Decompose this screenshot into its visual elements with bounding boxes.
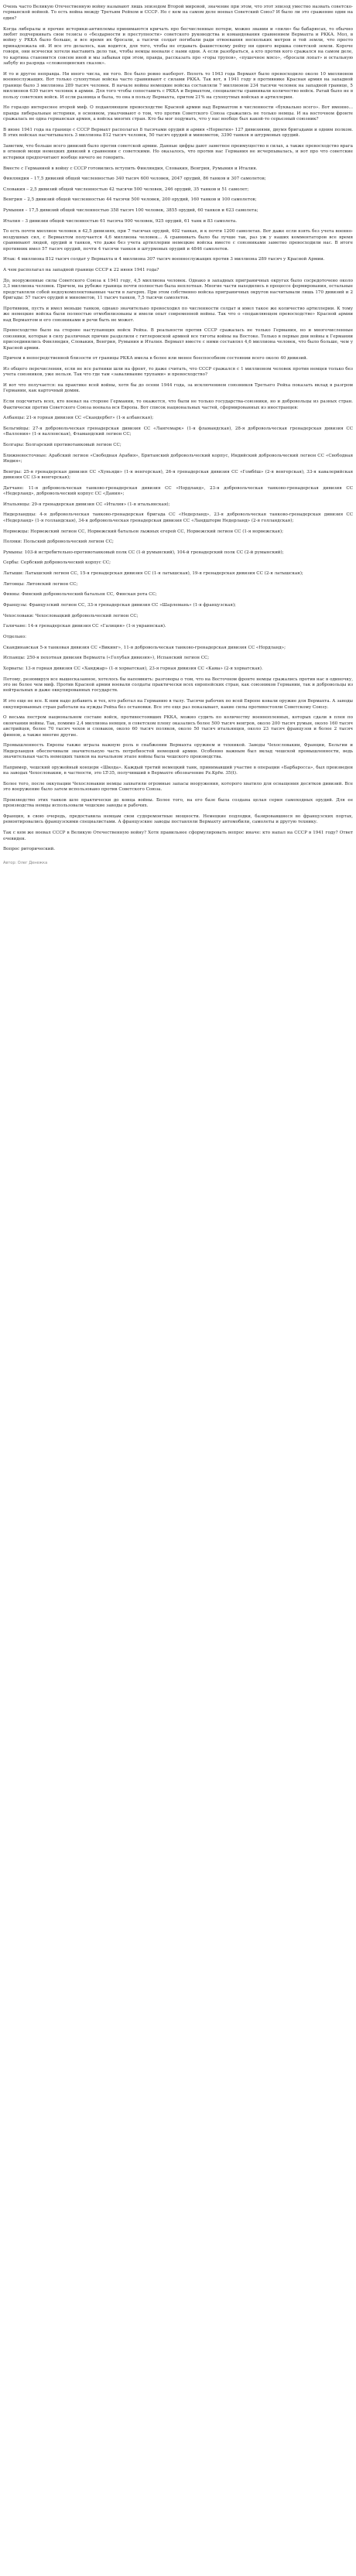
article-paragraph: Производство этих танков шло практически до конца войны. Более того, на его базе была создана целая серия самоходных орудий. Для ее производства немцы использовали чешские заводы и рабочих.: [3, 797, 353, 809]
article-paragraph: Вопрос риторический.: [3, 847, 56, 852]
article-paragraph: Венгрия – 2,5 дивизий общей численностью 44 тысячи 500 человек, 200 орудий, 160 танков и 100 самолетов;: [3, 197, 257, 203]
article-paragraph: Очень часто Великую Отечественную войну называют лишь эпизодом Второй мировой, значение при этом, что этот эпизод уместно назвать советско-германской войной. То есть война между Третьим Рейхом и СССР. Но с кем на самом деле воевал Советский Союз? И было ли это сражение один на один?: [3, 5, 353, 21]
article-paragraph: Поляки: Польский добровольческий легион СС;: [3, 540, 114, 545]
article-paragraph: Французы: Французский легион СС, 33-я гренадерская дивизия СС «Шарлемань» (1-я французская);: [3, 603, 236, 608]
article-paragraph: Италия – 3 дивизии общей численностью 61 тысяча 900 человек, 925 орудий, 61 танк и 83 самолета.: [3, 218, 238, 224]
article-page: [0, 0, 356, 872]
article-paragraph: Но гораздо интереснее второй миф. О подавляющем превосходстве Красной армии над Вермахтом в численности «буквально всего». Вот именно... правда либеральные историки, в основном, умалчивают о том, что против Советского Союза сражались не только немцы. И на восточном фронте сражалась не одна германская армия, а войска многих стран. Кто бы мог подумать, что у нас вообще был какой-то серьезный союзник?: [3, 105, 353, 122]
article-paragraph: Заметим, что больше всего дивизий было против советской армии. Данные цифры дают заметное преимущество в силах, а также превосходство врага в огневой мощи немецких дивизий в сравнении с советскими. Но оказалось, что против нас Германия не исчерпывалась, и вот про что советские историки предпочитают вообще ничего не говорить.: [3, 144, 353, 160]
article-paragraph: Албанцы: 21-я горная дивизия СС «Скандербег» (1-я албанская);: [3, 416, 154, 421]
article-paragraph: Потому, резюмируя все вышесказанное, хотелось бы напомнить: разговоры о том, что на Восточном фронте немцы сражались против нас в одиночку, это не более чем миф. Против Красной армии воевали солдаты практически всех европейских стран, как союзников Германии, так и добровольцы из нейтральных и даже оккупированных государств.: [3, 677, 353, 694]
article-paragraph: Из общего перечисления, если не все ратники шли на фронт, то даже считать, что СССР сражался с 1 миллионом человек против немцев только без учета союзников, уже нельзя. Так что где там «заваливание трупами» и превосходство?: [3, 366, 353, 378]
article-paragraph: Превосходство было на стороне наступающих войск Рейха. В реальности против СССР сражалась не только Германия, но и многочисленные союзники, которые в силу различных причин разделили с гитлеровской армией все тяготы войны на Востоке. Только в первые дни войны к Германии присоединились Финляндия, Словакия, Венгрия, Румыния и Италия. Вермахт вместе с ними составлял 4,6 миллиона человек, что было больше, чем у Красной армии.: [3, 328, 353, 351]
article-paragraph: О весьма пестром национальном составе войск, противостоявших РККА, можно судить по количеству военнопленных, которых сдали в плен по окончании войны. Так, помимо 2,4 миллиона немцев, в советском плену оказались более 500 тысяч венгров, около 200 тысяч румын, около 160 тысяч австрийцев, более 70 тысяч чехов и словаков, около 60 тысяч поляков, около 50 тысяч итальянцев, около 23 тысяч французов и более 2 тысяч финнов, а также многие другие.: [3, 715, 353, 738]
article-paragraph: Бельгийцы: 27-я добровольческая гренадерская дивизия СС «Лангемарк» (1-я фламандская), 28-я добровольческая гренадерская дивизия СС «Валлония» (1-я валлонская), Фламандский легион СС;: [3, 426, 353, 437]
article-paragraph: Если подсчитать всех, кто воевал на стороне Германии, то окажется, что были не только государства-союзники, но и добровольцы из разных стран. Фактически против Советского Союза воевала вся Европа. Вот список национальных частей, сформированных из иностранцев:: [3, 399, 353, 410]
article-paragraph: Итальянцы: 29-я гренадерская дивизия СС «Италия» (1-я итальянская);: [3, 502, 170, 507]
article-paragraph: Чехословаки: Чехословацкий добровольческий легион СС;: [3, 613, 139, 618]
article-paragraph: Вместе с Германией в войну с СССР готовились вступить Финляндия, Словакия, Венгрия, Румыния и Италия.: [3, 166, 258, 171]
article-paragraph: Так с кем же воевал СССР в Великую Отечественную войну? Хотя правильнее сформулировать вопрос иначе: кто напал на СССР в 1941 году? Ответ очевиден.: [3, 831, 353, 841]
article-paragraph: Причем в непосредственной близости от границы РККА имела в более или менее боеспособном состоянии всего около 40 дивизий.: [3, 356, 308, 361]
article-paragraph: Венгры: 25-я гренадерская дивизия СС «Хуньяди» (1-я венгерская), 26-я гренадерская дивизия СС «Гомбёш» (2-я венгерская), 33-я кавалерийская дивизия СС (3-я венгерская);: [3, 469, 353, 481]
article-paragraph: И то и другое неправда. Ни иного числа, ни того. Все было ровно наоборот. Вплоть то 1943 года Вермахт было превосходило около 10 миллионов военнослужащих. Вот только сухопутные войска часто сравнивают с силами РККА. Так вот, в 1941 году в противнике Красная армия на западной границе было 3 миллиона 289 тысяч человек. В начале войны немецкие войска составляли 7 миллионов 234 тысячи человек на западной границе, 5 миллионов 630 тысяч человек в армии. Для того чтобы сопоставить с РККА и Вермахтом, специалисты сравнивали количество войск. Ратай было не в пользу советских войск. И если разница и была, то она в пользу Вермахта, притом 21% на сухопутных войсках и артиллерии.: [3, 71, 353, 100]
article-paragraph: Противник, пусть и имел меньше танков, однако значительно превосходил по численности солдат и имел такое же количество артиллерии. К тому же немецкие войска были полностью отмобилизованы и имели опыт современной войны. Так что о «подавляющем превосходстве» Красной армии над Вермахтом и его союзниками и речи быть не может.: [3, 306, 353, 323]
article-paragraph: А чем располагал на западной границе СССР к 22 июня 1941 года?: [3, 268, 159, 273]
article-body: [3, 5, 353, 853]
article-paragraph: Норвежцы: Норвежский легион СС, Норвежский батальон лыжных егерей СС, Норвежский легион СС (1-я норвежская);: [3, 529, 283, 534]
article-paragraph: Латыши: Латышский легион СС, 15-я гренадерская дивизия СС (1-я латышская), 19-я гренадерская дивизия СС (2-я латышская);: [3, 571, 303, 577]
article-paragraph: Румыния – 17,5 дивизий общей численностью 358 тысяч 100 человек, 3855 орудий, 60 танков и 623 самолета;: [3, 208, 258, 214]
article-paragraph: Словакия – 2,5 дивизий общей численностью 42 тысячи 500 человек, 246 орудий, 35 танков и 51 самолет;: [3, 187, 249, 192]
article-paragraph: Когда либералы и прочие историки-антиплемы принимаются кричать про бесчисленные потери, можно звании и «пили» бы бабарюсах, то обычно любят подчеркивать свои тезисы о «бездарности и преступности» советского руководства и командования сравнением Вермахта и РККА. Мол, в войну у РККА было больше, и все время их бросали, а тысячи солдат погибали ради отвоевания нескольких метров и той земли, что просто принадлежала ей. И все это делалось, как водится, для того, чтобы не отдавать фашистскому рейху ни одного вершка советской земли. Короче говоря, они всячески хотели выставить дело так, чтобы немцы воевали с нами одни. А если разобраться, а кто против кого сражался на самом деле, то картина становится совсем иной и мы забывая при этом, правда, рассказать про «горы трупов», «пушечное мясо», «бросали лопат» и остальную забубу из разряда «сложенцинских сказок».: [3, 26, 353, 67]
article-paragraph: Румыны: 103-й истребительно-противотанковый полк СС (1-й румынский), 104-й гренадерский полк СС (2-й румынский);: [3, 550, 284, 555]
article-paragraph: Финляндия – 17,5 дивизий общей численностью 340 тысяч 600 человек, 2047 орудий, 86 танков и 307 самолетов;: [3, 176, 266, 182]
article-paragraph: До, вооруженные силы Советского Союза к 1941 году, 4,5 миллиона человек. Однако в западных приграничных округах было сосредоточено около 3,3 миллиона человек. Причем, на рубеже граница почти полностью была неплотная. Многие части находились в процессе формирования, остальные представляли собой недоукомплектованные части в лагерях. При этом собственно войска приграничных округов насчитывали лишь 170 дивизий и 2 бригады: 57 тысяч орудий и минометов, 11 тысяч танков, 7,5 тысячи самолетов.: [3, 278, 353, 301]
article-paragraph: Литовцы: Литовский легион СС;: [3, 581, 78, 587]
article-paragraph: Нидерландцы: 4-я добровольческая танково-гренадерская бригада СС «Недерланд», 23-я добровольческая танково-гренадерская дивизия СС «Недерланд» (1-я голландская), 34-я добровольческая гренадерская дивизия СС «Ландшторм Недерланд» (2-я голландская);: [3, 512, 353, 523]
article-paragraph: Болгары: Болгарский противотанковый легион СС;: [3, 442, 122, 447]
article-paragraph: Галичане: 14-я гренадерская дивизия СС «Галиция» (1-я украинская).: [3, 624, 166, 629]
article-paragraph: Отдельно:: [3, 634, 27, 639]
article-paragraph: И это еще не все. К ним надо добавить и тех, кто работал на Германию в тылу. Тысячи рабочих по всей Европе ковали оружие для Вермахта. А заводы оккупированных стран работали на нужды Рейха без остановки. Все это еще раз показывает, какие силы противостояли Советскому Союзу.: [3, 699, 353, 710]
article-paragraph: Скандинавская 5-я танковая дивизия СС «Викинг», 11-я добровольческая танково-гренадерская дивизия СС «Нордланд»;: [3, 645, 286, 650]
article-paragraph: Финны: Финский добровольческий батальон СС, Финская рота СС;: [3, 592, 157, 598]
article-paragraph: То есть почти миллион человек в 42,5 дивизиях, при 7 тысячах орудий, 402 танках, и к почти 1200 самолетах. Вот даже если взять без учета военно-воздушных сил, с Вермахтом получается 4,6 миллиона человек... А сравнивать было бы лучше так, раз уж у наших комментаторов все время сравнивают людей, орудий и танков, что даже без учета артиллерии немецкие войска вместе с союзниками заметно превосходили нас. В итоге противник имел 57 тысяч орудий, почти 4 тысячи танков и штурмовых орудий и 4846 самолетов.: [3, 229, 353, 252]
article-paragraph: Франция, в свою очередь, предоставила немцам свои судоремонтные мощности. Немецкие подлодки, базировавшиеся во французских портах, ремонтировались французскими специалистами. А французские заводы поставляли Вермахту автомобили, самолеты и другую технику.: [3, 814, 353, 825]
article-paragraph: Например, чешский оружейный концерн «Шкода». Каждый третий немецкий танк, принимавший участие в операции «Барбаросса», был произведен на заводах Чехословакии, в частности, это LT-35, получивший в Вермахте обозначение Pz.Kpfw. 35(t).: [3, 765, 353, 776]
article-paragraph: Сербы: Сербский добровольческий корпус СС;: [3, 560, 111, 566]
article-paragraph: В июне 1941 года на границе с СССР Вермахт располагал 8 тысячами орудий и армия «Норвегия» 127 дивизиями, двумя бригадами и одним полком. В этих войсках насчитывалось 3 миллиона 812 тысяч человек, 50 тысяч орудий и минометов, 3390 танков и штурмовых орудий.: [3, 127, 353, 139]
article-paragraph: Датчане: 11-я добровольческая танково-гренадерская дивизия СС «Нордланд», 23-я добровольческая танково-гренадерская дивизия СС «Недерланд», добровольческий корпус СС «Дания»;: [3, 485, 353, 497]
article-paragraph: Хорваты: 13-я горная дивизия СС «Ханджар» (1-я хорватская), 23-я горная дивизия СС «Кама» (2-я хорватская).: [3, 666, 263, 671]
article-paragraph: Промышленность Европы также играла важную роль в снабжении Вермахта оружием и техникой. Заводы Чехословакии, Франции, Бельгии и Нидерландов обеспечивали значительную часть потребностей немецкой армии. Особенно важным был вклад чешской промышленности, ведь значительная часть немецких танков на начальном этапе войны была чешского производства.: [3, 743, 353, 760]
article-paragraph: Итак: 4 миллиона 812 тысяч солдат у Вермахта и 4 миллиона 307 тысяч военнослужащих против 3 миллиона 289 тысяч у Красной Армии.: [3, 257, 325, 262]
article-paragraph: Испанцы: 250-я пехотная дивизия Вермахта («Голубая дивизия»), Испанский легион СС;: [3, 656, 210, 661]
article-paragraph: Ближневосточные: Арабский легион «Свободная Арабия», Британский добровольческий корпус, Индийский добровольческий легион СС «Свободная Индия»;: [3, 453, 353, 464]
article-footer: Автор: Олег Денежка: [3, 860, 48, 865]
article-paragraph: И вот что получается: на практике всей войны, хотя бы до осени 1944 года, за исключением союзников Третьего Рейха показать вклад в разгром Германии, как карточный домик.: [3, 382, 353, 394]
article-paragraph: Более того, после оккупации Чехословакии немцы захватили огромные запасы вооружения, которого хватило для оснащения десятков дивизий. Все это вооружение было затем использовано против Советского Союза.: [3, 781, 353, 793]
